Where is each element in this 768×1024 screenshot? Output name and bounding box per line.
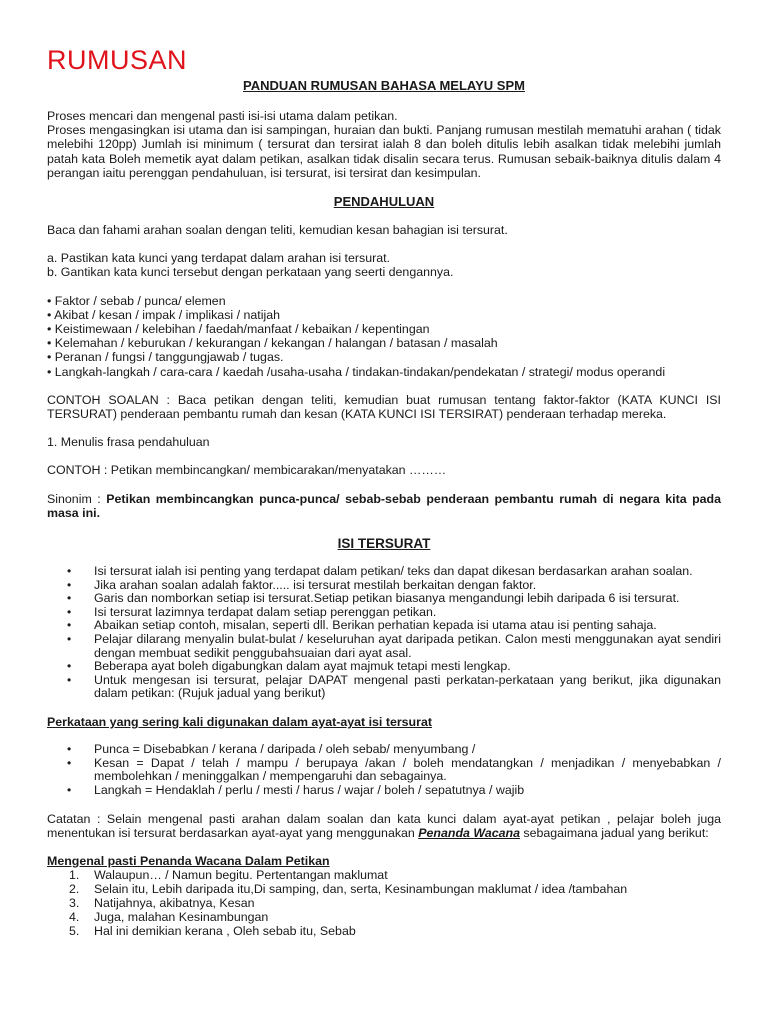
isi-tersurat-list — [47, 565, 721, 701]
sinonim-label: Sinonim : — [47, 491, 107, 506]
list-item: • Jika arahan soalan adalah faktor..... isi tersurat mestilah berkaitan dengan faktor. — [94, 579, 721, 593]
list-item: • Garis dan nomborkan setiap isi tersurat.Setiap petikan biasanya mengandungi lebih daripada 6 isi tersurat. — [94, 592, 721, 606]
list-item: • Abaikan setiap contoh, misalan, seperti dll. Berikan perhatian kepada isi utama atau isi penting sahaja. — [94, 619, 721, 633]
intro-paragraph-1: Proses mencari dan mengenal pasti isi-isi utama dalam petikan. — [47, 109, 398, 123]
pendahuluan-paragraph: Baca dan fahami arahan soalan dengan teliti, kemudian kesan bahagian isi tersurat. — [47, 223, 508, 238]
catatan-paragraph — [47, 812, 721, 840]
keyword-item: • Kelemahan / keburukan / kekurangan / kekangan / halangan / batasan / masalah — [47, 336, 498, 351]
intro-paragraph-2: Proses mengasingkan isi utama dan isi sampingan, huraian dan bukti. Panjang rumusan mestilah mematuhi arahan ( tidak melebihi 120pp) Jumlah isi minimum ( tersurat dan tersirat ialah 8 dan boleh ditulis lebih asalkan tidak melebihi jumlah patah kata Boleh memetik ayat dalam petikan, asalkan tidak disalin secara terus. Rumusan sebaik-baiknya ditulis dalam 4 perangan iaitu perenggan pendahuluan, isi tersurat, isi tersirat dan kesimpulan. — [47, 123, 721, 180]
keyword-item: • Keistimewaan / kelebihan / faedah/manfaat / kebaikan / kepentingan — [47, 322, 430, 337]
list-item: • Langkah = Hendaklah / perlu / mesti / harus / wajar / boleh / sepatutnya / wajib — [94, 784, 721, 798]
page-title: RUMUSAN — [47, 45, 188, 75]
list-item: 3. Natijahnya, akibatnya, Kesan — [69, 896, 255, 911]
keyword-list — [47, 294, 721, 379]
catatan-text-end: sebagaimana jadual yang berikut: — [519, 825, 709, 840]
keyword-item: • Peranan / fungsi / tanggungjawab / tugas. — [47, 350, 284, 365]
section-heading-pendahuluan: PENDAHULUAN — [333, 194, 435, 210]
list-item: • Isi tersurat lazimnya terdapat dalam setiap perenggan petikan. — [94, 606, 721, 620]
page-subtitle: PANDUAN RUMUSAN BAHASA MELAYU SPM — [243, 78, 525, 93]
sinonim-paragraph — [47, 492, 721, 520]
penanda-list — [47, 868, 721, 938]
contoh-paragraph: CONTOH : Petikan membincangkan/ membicarakan/menyatakan ……… — [47, 463, 447, 478]
list-item: • Beberapa ayat boleh digabungkan dalam ayat majmuk tetapi mesti lengkap. — [94, 660, 721, 674]
keyword-item: • Akibat / kesan / impak / implikasi / natijah — [47, 307, 280, 322]
list-item: • Punca = Disebabkan / kerana / daripada / oleh sebab/ menyumbang / — [94, 743, 721, 757]
penanda-heading: Mengenal pasti Penanda Wacana Dalam Petikan — [47, 853, 330, 868]
keyword-item: • Faktor / sebab / punca/ elemen — [47, 293, 226, 308]
sinonim-example: Petikan membincangkan punca-punca/ sebab-sebab penderaan pembantu rumah di negara kita pada masa ini. — [47, 491, 722, 520]
perkataan-heading: Perkataan yang sering kali digunakan dalam ayat-ayat isi tersurat — [47, 715, 432, 729]
contoh-soalan-paragraph: CONTOH SOALAN : Baca petikan dengan teliti, kemudian buat rumusan tentang faktor-faktor (KATA KUNCI ISI TERSURAT) penderaan pembantu rumah dan kesan (KATA KUNCI ISI TERSIRAT) penderaan terhadap mereka. — [47, 392, 721, 422]
list-item: 2. Selain itu, Lebih daripada itu,Di samping, dan, serta, Kesinambungan maklumat / idea /tambahan — [69, 882, 628, 897]
penanda-wacana-term: Penanda Wacana — [418, 825, 520, 840]
keyword-item: • Langkah-langkah / cara-cara / kaedah /usaha-usaha / tindakan-tindakan/pendekatan / strategi/ modus operandi — [47, 364, 666, 379]
catatan-text: Catatan : Selain mengenal pasti arahan dalam soalan dan kata kunci dalam ayat-ayat petikan , pelajar boleh juga menentukan isi tersurat berdasarkan ayat-ayat yang menggunakan — [47, 811, 721, 840]
list-item: • Pelajar dilarang menyalin bulat-bulat / keseluruhan ayat daripada petikan. Calon mesti menggunakan ayat sendiri dengan membuat sedikit penggubahsuaian dari ayat asal. — [94, 633, 721, 660]
list-item: • Isi tersurat ialah isi penting yang terdapat dalam petikan/ teks dan dapat dikesan berdasarkan arahan soalan. — [94, 565, 721, 579]
list-item: 1. Walaupun… / Namun begitu. Pertentangan maklumat — [69, 868, 388, 883]
step-a: a. Pastikan kata kunci yang terdapat dalam arahan isi tersurat. — [47, 251, 390, 266]
list-item: 5. Hal ini demikian kerana , Oleh sebab itu, Sebab — [69, 924, 356, 939]
list-item: 4. Juga, malahan Kesinambungan — [69, 910, 269, 925]
step-b: b. Gantikan kata kunci tersebut dengan perkataan yang seerti dengannya. — [47, 265, 454, 280]
perkataan-list — [47, 743, 721, 797]
section-heading-isi-tersurat: ISI TERSURAT — [337, 536, 431, 552]
list-item: • Untuk mengesan isi tersurat, pelajar DAPAT mengenal pasti perkatan-perkataan yang berikut, jika digunakan dalam petikan: (Rujuk jadual yang berikut) — [94, 674, 721, 701]
menulis-frasa-item: 1. Menulis frasa pendahuluan — [47, 435, 210, 450]
list-item: • Kesan = Dapat / telah / mampu / berupaya /akan / boleh mendatangkan / menjadikan / menyebabkan / membolehkan / meninggalkan / mempengaruhi dan sebagainya. — [94, 757, 721, 784]
